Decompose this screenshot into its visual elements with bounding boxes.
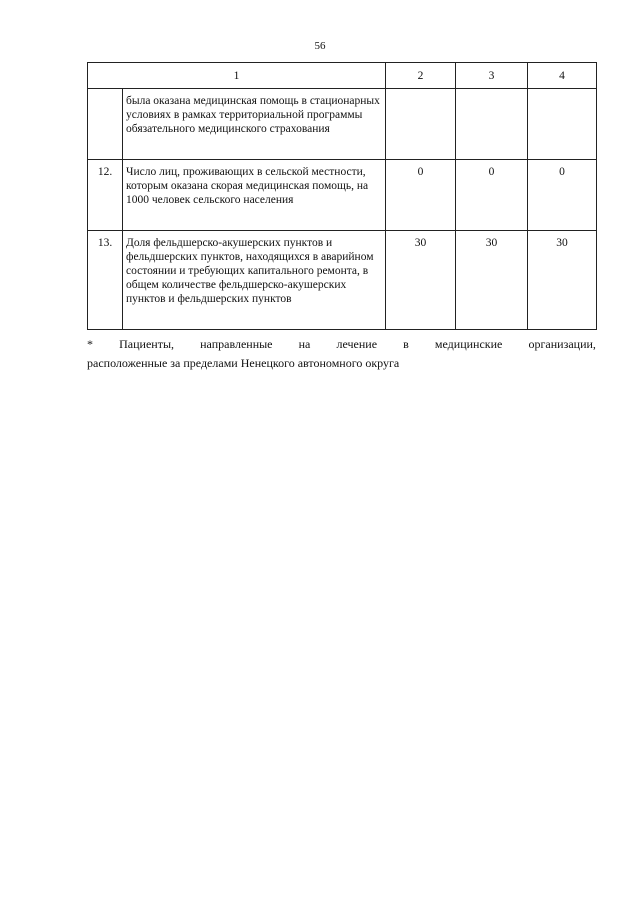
row-value-col4 (528, 89, 597, 160)
row-description: была оказана медицинская помощь в стационарных условиях в рамках территориальной программы обязательного медицинского страхования (123, 89, 386, 160)
header-cell-4: 4 (528, 63, 597, 89)
footnote-word: на (298, 337, 311, 351)
footnote-word: в (403, 337, 409, 351)
row-number (88, 89, 123, 160)
footnote-line-2: расположенные за пределами Ненецкого автономного округа (87, 356, 400, 370)
row-value-col3: 0 (456, 160, 528, 231)
row-value-col4: 30 (528, 231, 597, 330)
row-description: Доля фельдшерско-акушерских пунктов и фельдшерских пунктов, находящихся в аварийном состоянии и требующих капитального ремонта, в общем количестве фельдшерско-акушерских пунктов и фельдшерских пунктов (123, 231, 386, 330)
footnote-word: лечение (336, 337, 378, 351)
row-value-col2: 30 (386, 231, 456, 330)
row-value-col3 (456, 89, 528, 160)
footnote-asterisk: * (87, 337, 93, 351)
header-cell-3: 3 (456, 63, 528, 89)
table-header-row (88, 63, 597, 89)
row-value-col2: 0 (386, 160, 456, 231)
indicators-table (87, 62, 597, 330)
footnote-word: направленные (200, 337, 273, 351)
row-value-col2 (386, 89, 456, 160)
row-value-col3: 30 (456, 231, 528, 330)
footnote-word: организации, (528, 337, 596, 351)
footnote-line-1 (87, 335, 596, 354)
row-number: 12. (88, 160, 123, 231)
table-row (88, 231, 597, 330)
table-row (88, 89, 597, 160)
footnote (87, 335, 596, 373)
table-row (88, 160, 597, 231)
row-description: Число лиц, проживающих в сельской местности, которым оказана скорая медицинская помощь, на 1000 человек сельского населения (123, 160, 386, 231)
row-number: 13. (88, 231, 123, 330)
footnote-word: медицинские (434, 337, 503, 351)
page-number: 56 (314, 40, 326, 52)
header-cell-1: 1 (88, 63, 386, 89)
header-cell-2: 2 (386, 63, 456, 89)
row-value-col4: 0 (528, 160, 597, 231)
footnote-word: Пациенты, (119, 337, 174, 351)
